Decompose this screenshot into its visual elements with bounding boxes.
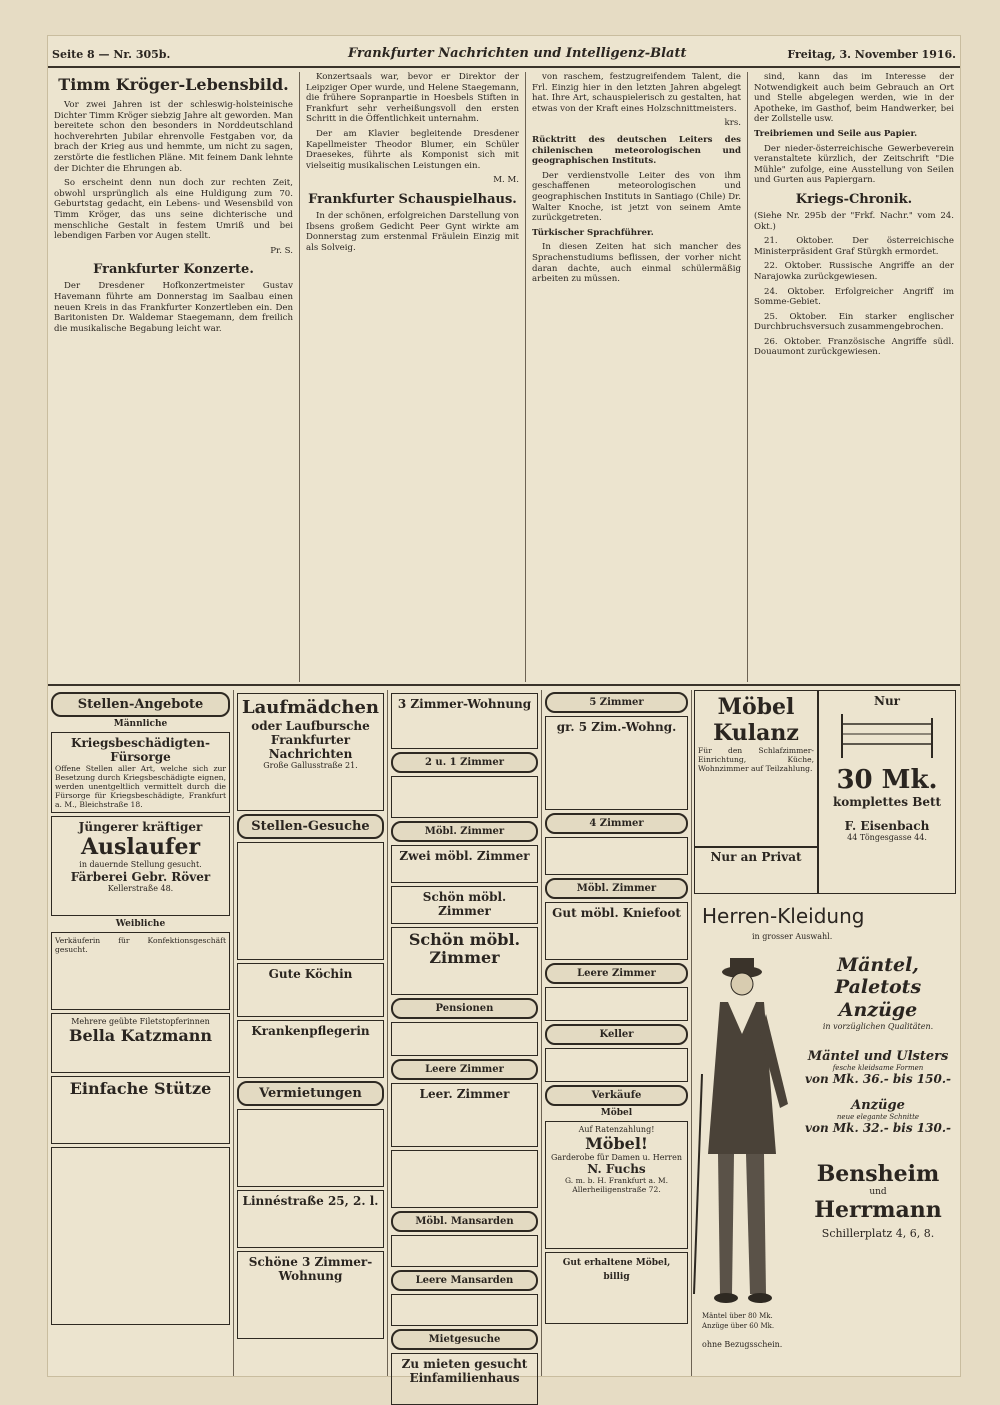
section-subheader: Männliche (113, 719, 168, 729)
ad-address: Kellerstraße 48. (107, 883, 174, 893)
article-paragraph: von raschem, festzugreifendem Talent, die Frl. Einzig hier in den letzten Jahren abgelegt hat. Ihre Art, schauspielerisch zu gestalten, hat etwas von der Kraft eines Holzschnittmeisters. (532, 72, 741, 114)
ad-body: Für den Schlafzimmer-Einrichtung, Küche, Wohnzimmer auf Teilzahlung. (698, 746, 814, 773)
ad-headline: Nur (873, 694, 900, 708)
section-header: Leere Mansarden (391, 1270, 538, 1291)
ad-fuchs (545, 1121, 688, 1249)
article-signature: Pr. S. (270, 245, 293, 256)
ad-item (391, 1235, 538, 1267)
masthead (48, 44, 960, 68)
ad-address: Große Gallusstraße 21. (263, 761, 358, 770)
ad-text-block (796, 954, 960, 1240)
ad-column-2 (234, 690, 388, 1376)
article-paragraph: Der nieder-österreichische Gewerbeverein veranstaltete kürzlich, der Zeitschrift "Die Mühle" zufolge, eine Ausstellung von Seilen und Gurten aus Papiergarn. (754, 143, 954, 186)
ad-item (545, 1048, 688, 1082)
ad-headline: 3 Zimmer-Wohnung (397, 697, 532, 711)
article-paragraph: In diesen Zeiten hat sich mancher des Sprachenstudiums beflissen, der vorher nicht daran dachte, auch einmal schülermäßig arbeiten zu müssen. (532, 242, 741, 285)
ad-misc (51, 1147, 230, 1325)
ad-headline: Schön möbl. Zimmer (422, 890, 507, 918)
ad-subcolumn (542, 690, 692, 1376)
ad-kniefoot (545, 902, 688, 960)
section-header: Pensionen (391, 998, 538, 1019)
article-title-treibriemen: Treibriemen und Seile aus Papier. (754, 128, 918, 139)
ad-headline: Schöne 3 Zimmer-Wohnung (248, 1255, 373, 1283)
article-signature: M. M. (493, 175, 519, 186)
article-paragraph: sind, kann das im Interesse der Notwendigkeit auch beim Gebrauch an Ort und Stelle abgelegen werden, wie in der Apotheke, im Gasthof, beim Handwerker, bei der Zollstelle usw. (754, 72, 954, 125)
ad-filet (51, 1013, 230, 1073)
section-header-stellen-gesuche: Stellen-Gesuche (237, 814, 384, 839)
ad-item (545, 837, 688, 875)
ad-company: und (869, 1187, 887, 1197)
section-header: Leere Zimmer (391, 1059, 538, 1080)
ad-company: Herrmann (814, 1197, 942, 1223)
ad-gr5 (545, 716, 688, 810)
ad-headline: Zwei möbl. Zimmer (399, 849, 530, 863)
section-header: Möbl. Mansarden (391, 1211, 538, 1232)
ad-company: Färberei Gebr. Röver (70, 869, 211, 884)
ad-address: G. m. b. H. Frankfurt a. M. Allerheiligenstraße 72. (564, 1176, 669, 1195)
ad-schoen-moebl (391, 886, 538, 924)
section-header: 4 Zimmer (545, 813, 688, 834)
section-header: Möbl. Zimmer (545, 878, 688, 899)
ad-item (545, 987, 688, 1021)
ad-body: komplettes Bett (832, 794, 942, 809)
ad-kriegsbeschaedigte (51, 732, 230, 813)
figure-caption: ohne Bezugsschein. (702, 1340, 783, 1349)
ad-company: F. Eisenbach (844, 818, 930, 833)
ad-headline: Kulanz (713, 720, 799, 746)
section-header: 2 u. 1 Zimmer (391, 752, 538, 773)
column-4 (748, 72, 960, 682)
ad-gesuch (237, 842, 384, 960)
ad-headline: Laufmädchen (241, 697, 380, 718)
section-header: Verkäufe (545, 1085, 688, 1106)
article-paragraph: Vor zwei Jahren ist der schleswig-holsteinische Dichter Timm Kröger siebzig Jahre alt geworden. Man bereitete schon den besonders in Norddeutschland hochverehrten Jubilar ehrenvolle Festgaben vor, da brach der Krieg aus und hemmte, um nicht zu sagen, zerstörte die festlichen Pläne. Mit feinem Dank lehnte der Dichter die Ehrungen ab. (54, 100, 293, 174)
section-divider (48, 684, 960, 686)
ad-headline: Jüngerer kräftiger (78, 820, 203, 834)
advertisement-section (48, 690, 960, 1385)
article-paragraph: Der Dresdener Hofkonzertmeister Gustav Havemann führte am Donnerstag im Saalbau einen neuen Kreis in das Frankfurter Konzertleben ein. Den Baritonisten Dr. Waldemar Staegemann, dem freilich die musikalische Begabung leicht war. (54, 281, 293, 334)
ad-headline: Auslaufer (80, 834, 201, 860)
ad-item (391, 1294, 538, 1326)
ad-herren-kleidung (692, 894, 960, 1374)
ad-headline: Mäntel und Ulsters (807, 1049, 949, 1064)
section-header-stellen-angebote: Stellen-Angebote (51, 692, 230, 717)
ad-feature-area (692, 690, 960, 1376)
ad-body: in vorzüglichen Qualitäten. (822, 1022, 934, 1031)
ad-body: in grosser Auswahl. (752, 932, 833, 941)
ad-address: 44 Töngesgasse 44. (847, 832, 927, 842)
figure-caption: Anzüge über 60 Mk. (702, 1322, 775, 1330)
ad-schoen-moebl-2 (391, 927, 538, 995)
ad-column-4 (542, 690, 960, 1376)
ad-gut-moebel (545, 1252, 688, 1324)
ad-body: Garderobe für Damen u. Herren (550, 1152, 683, 1162)
ad-company: N. Fuchs (587, 1162, 646, 1177)
ad-koechin (237, 963, 384, 1017)
ad-stuetze (51, 1076, 230, 1144)
ad-headline: Schön möbl. Zimmer (408, 930, 521, 967)
section-header: Keller (545, 1024, 688, 1045)
ad-headline: Anzüge (838, 999, 918, 1021)
ad-headline: gr. 5 Zim.-Wohng. (556, 720, 677, 734)
article-paragraph: Der am Klavier begleitende Dresdener Kapellmeister Theodor Blumer, ein Schüler Draesekes, führte als Komponist sich mit vielseitig musikalischen Leistungen ein. (306, 128, 519, 171)
column-1 (48, 72, 300, 682)
article-paragraph: In der schönen, erfolgreichen Darstellung von Ibsens großem Gedicht Peer Gynt wirkte am Donnerstag zum erstenmal Fräulein Einzig mit als Solveig. (306, 210, 519, 253)
newspaper-title: Frankfurter Nachrichten und Intelligenz-Blatt (348, 46, 687, 61)
ad-price: von Mk. 32.- bis 130.- (805, 1121, 951, 1135)
ad-company: Bella Katzmann (68, 1025, 213, 1045)
ad-body: fesche kleidsame Formen (832, 1064, 924, 1072)
ad-wohnung (237, 1109, 384, 1187)
section-header-vermietungen: Vermietungen (237, 1081, 384, 1106)
ad-einfamilienhaus (391, 1353, 538, 1405)
article-title-konzerte: Frankfurter Konzerte. (93, 262, 254, 278)
gentleman-illustration (684, 954, 794, 1314)
article-paragraph: Der verdienstvolle Leiter des von ihm geschaffenen meteorologischen und geographischen Instituts in Santiago (Chile) Dr. Walter Knoche, ist jetzt von seinem Amte zurückgetreten. (532, 170, 741, 224)
ad-headline: Möbel! (585, 1133, 648, 1153)
ad-body: Offene Stellen aller Art, welche sich zur Besetzung durch Kriegsbeschädigte eignen, werden unentgeltlich vermittelt durch die Fürsorge für Kriegsbeschädigte, Frankfurt a. M., Bleichstraße 18. (55, 764, 226, 809)
section-header: Möbl. Zimmer (391, 821, 538, 842)
ad-zwei-moebl (391, 845, 538, 883)
ad-headline: Mäntel, Paletots (834, 954, 922, 998)
ad-laufmaedchen (237, 693, 384, 811)
ad-headline: Linnéstraße 25, 2. l. (242, 1194, 379, 1208)
ad-moebel-kulanz (694, 690, 818, 848)
chronik-entry: 26. Oktober. Französische Angriffe südl. Douaumont zurückgewiesen. (754, 336, 954, 358)
article-paragraph: So erscheint denn nun doch zur rechten Zeit, obwohl ursprünglich als eine Huldigung zum 70. Geburtstag gedacht, ein Lebens- und Wesensbild von Timm Kröger, das uns seine dichterische und menschliche Gestalt in festem Umriß und bei lebendigen Farben vor Augen stellt. (54, 178, 293, 242)
ad-company: Frankfurter Nachrichten (268, 733, 353, 761)
ad-address: Schillerplatz 4, 6, 8. (821, 1227, 935, 1240)
ad-headline: Gut möbl. Kniefoot (552, 906, 681, 920)
ad-headline: Nur an Privat (710, 850, 802, 864)
newspaper-page (48, 36, 960, 1385)
section-subheader: Möbel (600, 1108, 633, 1118)
ad-headline: Zu mieten gesucht Einfamilienhaus (401, 1357, 528, 1385)
section-header: 5 Zimmer (545, 692, 688, 713)
ad-column-3 (388, 690, 542, 1385)
ad-headline: Herren-Kleidung (702, 904, 865, 928)
chronik-entry: 22. Oktober. Russische Angriffe an der Narajowka zurückgewiesen. (754, 261, 954, 282)
ad-verkaeuferin (51, 932, 230, 1010)
ad-3-zimmer (391, 693, 538, 749)
article-title-schauspielhaus: Frankfurter Schauspielhaus. (308, 191, 517, 207)
chronik-entry: 24. Oktober. Erfolgreicher Angriff im Somme-Gebiet. (754, 286, 954, 308)
chronik-intro: (Siehe Nr. 295b der "Frkf. Nachr." vom 24. Okt.) (754, 210, 954, 232)
ad-item (391, 776, 538, 818)
ad-body: neue elegante Schnitte (836, 1113, 920, 1121)
ad-headline: Kriegsbeschädigten-Fürsorge (71, 736, 210, 764)
chronik-entry: 25. Oktober. Ein starker englischer Durchbruchsversuch zusammengebrochen. (754, 311, 954, 333)
ad-body: Auf Ratenzahlung! (578, 1125, 655, 1134)
section-subheader: Weibliche (115, 919, 166, 929)
ad-privat (694, 846, 818, 894)
column-2 (300, 72, 526, 682)
ad-headline: Gute Köchin (268, 967, 353, 981)
ad-schoene-3 (237, 1251, 384, 1339)
ad-headline: Anzüge (851, 1098, 905, 1113)
ad-company: Bensheim (816, 1161, 940, 1187)
page-number: Seite 8 — Nr. 305b. (52, 48, 171, 61)
ad-headline: Gut erhaltene Möbel, billig (562, 1258, 671, 1282)
ad-body: in dauernde Stellung gesucht. (79, 860, 202, 869)
ad-body: Mehrere geübte Filetstopferinnen (71, 1017, 210, 1026)
ad-item (391, 1150, 538, 1208)
issue-date: Freitag, 3. November 1916. (787, 48, 956, 61)
article-title-chile: Rücktritt des deutschen Leiters des chilenischen meteorologischen und geographischen Instituts. (532, 134, 741, 167)
section-header: Mietgesuche (391, 1329, 538, 1350)
ad-body: Verkäuferin für Konfektionsgeschäft gesucht. (55, 936, 226, 954)
article-title-kroeger: Timm Kröger-Lebensbild. (58, 75, 289, 94)
chronik-entry: 21. Oktober. Der österreichische Ministerpräsident Graf Stürgkh ermordet. (754, 236, 954, 257)
ad-bett (818, 690, 956, 894)
ad-price: von Mk. 36.- bis 150.- (805, 1072, 951, 1086)
ad-auslaufer (51, 816, 230, 916)
article-signature: krs. (724, 118, 741, 129)
section-header: Leere Zimmer (545, 963, 688, 984)
article-title-sprachfuehrer: Türkischer Sprachführer. (532, 227, 654, 238)
ad-linnestr (237, 1190, 384, 1248)
ad-headline: Möbel (717, 694, 795, 720)
column-3 (526, 72, 748, 682)
ad-item (391, 1022, 538, 1056)
article-title-kriegschronik: Kriegs-Chronik. (795, 191, 913, 207)
bed-illustration (832, 708, 942, 762)
ad-headline: Krankenpflegerin (251, 1024, 370, 1038)
ad-headline: Einfache Stütze (69, 1079, 212, 1098)
ad-headline: oder Laufbursche (251, 719, 370, 733)
ad-krankenpflegerin (237, 1020, 384, 1078)
ad-leer-zimmer (391, 1083, 538, 1147)
figure-caption: Mäntel über 80 Mk. (702, 1312, 773, 1320)
article-paragraph: Konzertsaals war, bevor er Direktor der Leipziger Oper wurde, und Helene Staegemann, die frühere Sopranpartie in Hoesbels Stiften in Frankfurt sehr verheißungsvoll den ersten Schritt in die Öffentlichkeit unternahm. (306, 72, 519, 125)
ad-headline: Leer. Zimmer (419, 1087, 510, 1101)
ad-price: 30 Mk. (836, 764, 938, 795)
ad-column-1 (48, 690, 234, 1376)
